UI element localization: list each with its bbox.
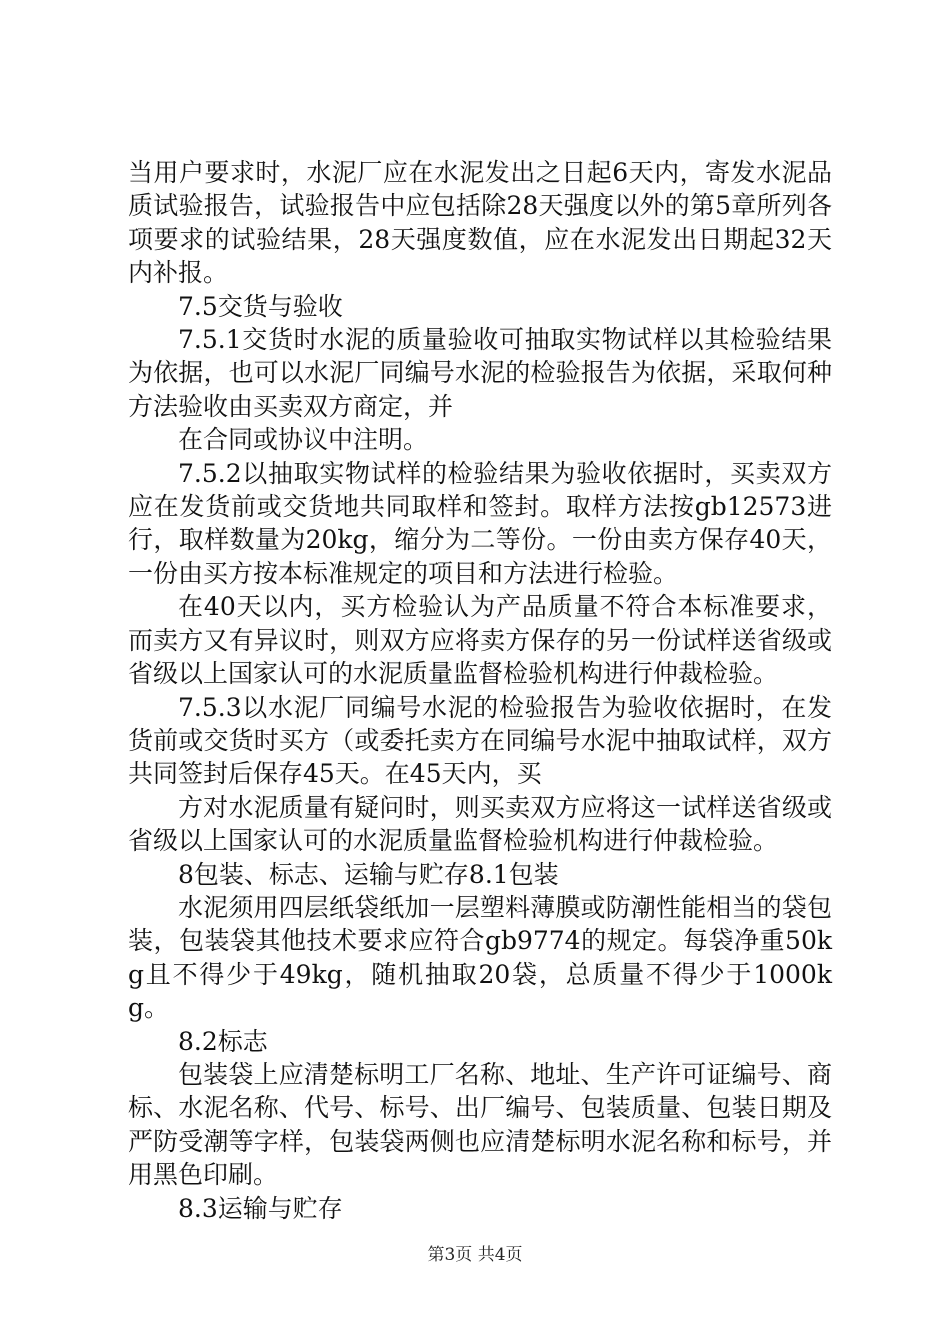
heading-8-3-transport-storage: 8.3运输与贮存 xyxy=(178,1193,343,1223)
paragraph-7-5-2: 7.5.2以抽取实物试样的检验结果为验收依据时，买卖双方应在发货前或交货地共同取样和签封。取样方法按gb12573进行，取样数量为20kg，缩分为二等份。一份由卖方保存40天，一份由买方按本标准规定的项目和方法进行检验。 xyxy=(128,458,832,588)
paragraph-7-5-1: 7.5.1交货时水泥的质量验收可抽取实物试样以其检验结果为依据，也可以水泥厂同编号水泥的检验报告为依据，采取何种方法验收由买卖双方商定，并 xyxy=(128,325,832,421)
paragraph-7-5-3: 7.5.3以水泥厂同编号水泥的检验报告为验收依据时，在发货前或交货时买方（或委托卖方在同编号水泥中抽取试样，双方共同签封后保存45天。在45天内，买 xyxy=(128,692,832,789)
heading-8-packaging: 8包装、标志、运输与贮存8.1包装 xyxy=(178,859,559,889)
paragraph-40-days: 在40天以内，买方检验认为产品质量不符合本标准要求，而卖方又有异议时，则双方应将卖方保存的另一份试样送省级或省级以上国家认可的水泥质量监督检验机构进行仲裁检验。 xyxy=(128,592,832,689)
heading-8-2-marking: 8.2标志 xyxy=(178,1026,268,1056)
paragraph-marking-requirements: 包装袋上应清楚标明工厂名称、地址、生产许可证编号、商标、水泥名称、代号、标号、出厂编号、包装质量、包装日期及严防受潮等字样，包装袋两侧也应清楚标明水泥名称和标号，并用黑色印刷。 xyxy=(128,1059,832,1190)
document-body xyxy=(128,156,832,1225)
paragraph-contract-note: 在合同或协议中注明。 xyxy=(178,425,429,455)
paragraph-arbitration: 方对水泥质量有疑问时，则买卖双方应将这一试样送省级或省级以上国家认可的水泥质量监督检验机构进行仲裁检验。 xyxy=(128,792,832,856)
heading-7-5-delivery-acceptance: 7.5交货与验收 xyxy=(178,291,343,321)
page-number-footer: 第3页 共4页 xyxy=(427,1245,523,1265)
paragraph-packaging-requirements: 水泥须用四层纸袋纸加一层塑料薄膜或防潮性能相当的袋包装，包装袋其他技术要求应符合gb9774的规定。每袋净重50kg且不得少于49kg，随机抽取20袋，总质量不得少于1000kg。 xyxy=(128,892,832,1023)
paragraph-test-report: 当用户要求时，水泥厂应在水泥发出之日起6天内，寄发水泥品质试验报告，试验报告中应包括除28天强度以外的第5章所列各项要求的试验结果，28天强度数值，应在水泥发出日期起32天内补报。 xyxy=(128,158,832,288)
